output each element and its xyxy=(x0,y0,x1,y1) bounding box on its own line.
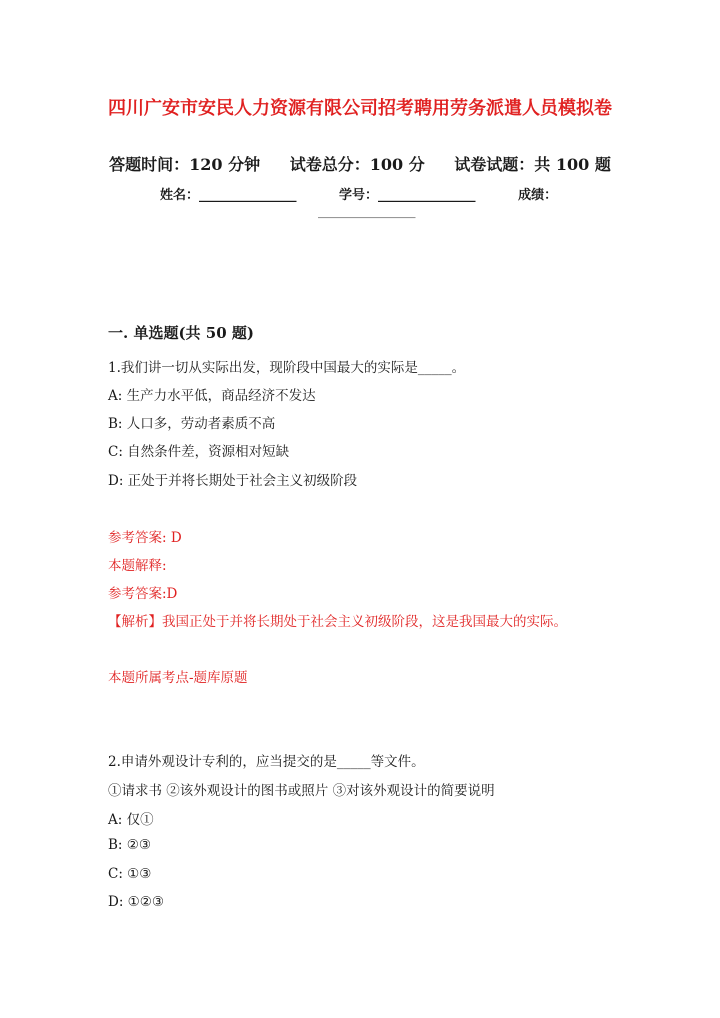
section-title: 一. 单选题(共 50 题) xyxy=(108,324,254,342)
name-field: 姓名：_______________ xyxy=(160,188,297,203)
exam-meta xyxy=(0,152,720,175)
question-1-analysis: 【解析】我国正处于并将长期处于社会主义初级阶段，这是我国最大的实际。 xyxy=(108,614,567,630)
question-2-sub-items: ①请求书 ②该外观设计的图书或照片 ③对该外观设计的简要说明 xyxy=(108,783,495,799)
question-1-option-a: A: 生产力水平低，商品经济不发达 xyxy=(108,388,316,404)
exam-total-score: 试卷总分：100 分 xyxy=(289,155,425,174)
question-1-option-c: C: 自然条件差，资源相对短缺 xyxy=(108,444,290,460)
score-field-blank: _______________ xyxy=(318,204,416,219)
question-1-answer-repeat: 参考答案:D xyxy=(108,586,178,602)
question-1-option-d: D: 正处于并将长期处于社会主义初级阶段 xyxy=(108,473,358,489)
score-label: 成绩： xyxy=(518,188,558,203)
question-2-option-b: B: ②③ xyxy=(108,837,151,853)
question-1-stem: 1.我们讲一切从实际出发，现阶段中国最大的实际是_____。 xyxy=(108,360,466,376)
document-title: 四川广安市安民人力资源有限公司招考聘用劳务派遣人员模拟卷 xyxy=(108,98,612,119)
question-2-option-c: C: ①③ xyxy=(108,866,152,882)
student-id-field: 学号：_______________ xyxy=(339,188,476,203)
question-2-option-a: A: 仅① xyxy=(108,812,154,828)
question-2-option-d: D: ①②③ xyxy=(108,894,164,910)
exam-question-count: 试卷试题：共 100 题 xyxy=(454,155,611,174)
student-info xyxy=(160,184,557,203)
question-2-stem: 2.申请外观设计专利的，应当提交的是_____等文件。 xyxy=(108,754,425,770)
exam-time: 答题时间：120 分钟 xyxy=(109,155,261,174)
question-1-answer: 参考答案: D xyxy=(108,530,182,546)
question-1-option-b: B: 人口多，劳动者素质不高 xyxy=(108,416,276,432)
question-1-explain-label: 本题解释: xyxy=(108,558,167,574)
question-1-point: 本题所属考点-题库原题 xyxy=(108,670,248,686)
